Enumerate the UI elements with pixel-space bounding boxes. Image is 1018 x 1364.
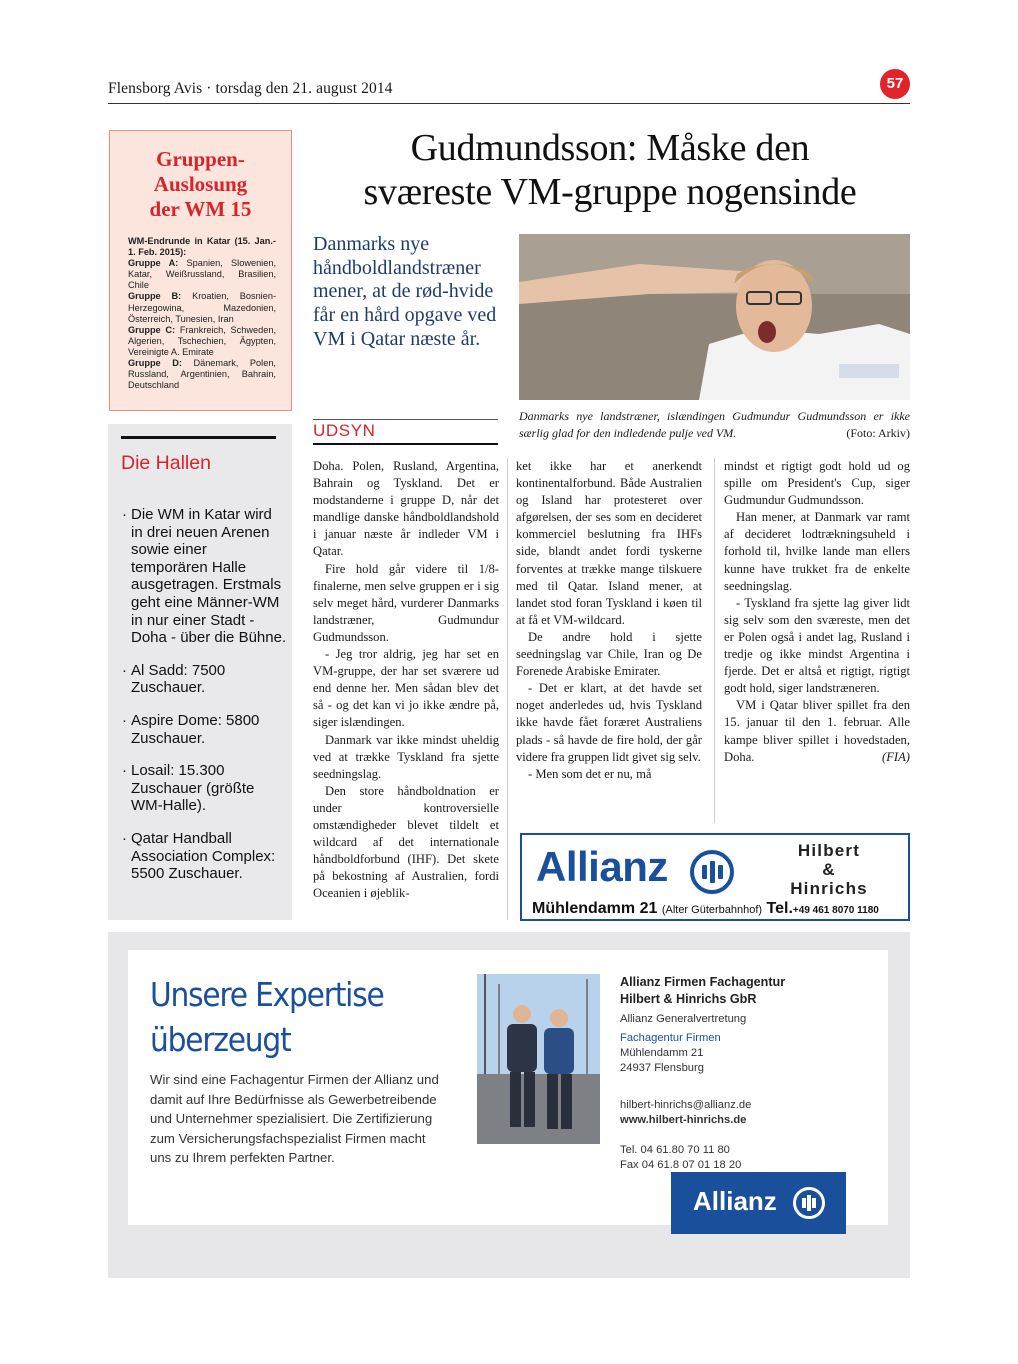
agency-generalvertretung: Allianz Generalvertretung [620,1013,747,1025]
article-column-3 [724,458,910,766]
article-paragraph: Doha. Polen, Rusland, Argentina, Bahrain og Tyskland. Det er modstanderne i gruppe D, når det mandlige danske håndboldlandshold i januar næste år indleder VM i Qatar. [313,459,499,559]
agents-photo-illustration [477,974,600,1144]
section-rule-top [313,419,498,420]
gruppe-text: Spanien, Slowenien, Katar, Weißrussland, Brasilien, Chile [128,258,276,291]
agency-fachagentur: Fachagentur Firmen [620,1032,721,1044]
headline-line: Gudmundsson: Måske den [410,127,810,169]
article-paragraph: - Det er klart, at det havde set noget anderledes ud, hvis Tyskland ikke havde fået foræret Australiens plads - så havde de fire hold, der går videre fra gruppen lidt givet sig selv. [516,681,702,764]
gruppe-label: Gruppe D: [128,358,182,369]
hallen-item: · Aspire Dome: 5800 Zuschauer. [122,712,287,747]
gruppen-title-line: Gruppen- [156,147,245,171]
gruppe-text: Dänemark, Polen, Russland, Argentinien, Bahrain, Deutschland [128,358,276,391]
allianz-small-ad[interactable] [520,833,910,921]
article-paragraph [724,697,910,765]
die-hallen-box [108,424,292,920]
gruppe-label: Gruppe A: [128,258,179,269]
article-paragraph: - Tyskland fra sjette lag giver lidt sig selv som den sværeste, men det er Polen også i andet lag, Rusland i tredje og ikke mindst Argentina i fjerde. Det er altså et rigtigt, rigtigt godt hold, siger landstræneren. [724,595,910,696]
agency-address-line [532,900,910,918]
hallen-title: Die Hallen [121,452,211,474]
gruppen-title [110,147,291,222]
article-paragraph: Fire hold går videre til 1/8-finalerne, men selve gruppen er i sig selv meget hård, vurderer Danmarks landstræner, Gudmundur Gudmundsson. [313,561,499,644]
ad-headline-line: Unsere Expertise [150,975,384,1014]
article-paragraph: Danmark var ikke mindst uheldig ved at trække Tyskland fra sjette seedningslag. [313,732,499,781]
hallen-list [122,506,287,898]
article-final-text: VM i Qatar bliver spillet fra den 15. januar til den 1. februar. Alle kampe bliver spillet i hovedstaden, Doha. [724,698,910,764]
coach-photo [519,234,910,400]
hallen-item: · Qatar Handball Association Complex: 5500 Zuschauer. [122,830,287,883]
caption-text: Danmarks nye landstræner, islændingen Gudmundur Gudmundsson er ikke særlig glad for den indledende pulje ved VM. [519,409,910,441]
gruppen-intro: WM-Endrunde in Katar (15. Jan.- 1. Feb. 2015): [128,236,276,258]
coach-photo-illustration [519,234,910,400]
agency-contact-block [620,974,880,1173]
agency-address-note: (Alter Güterbahnhof) [661,904,763,916]
agency-names [754,841,904,898]
agency-name-1: Hilbert [797,841,861,860]
agency-tel-number: +49 461 8070 1180 [792,905,879,916]
allianz-large-ad[interactable] [108,932,910,1278]
column-divider [714,458,715,823]
column-divider [507,458,508,920]
headline-line: sværeste VM-gruppe nogensinde [363,171,857,213]
gruppe-text: Kroatien, Bosnien-Herzegowina, Mazedonien, Österreich, Tunesien, Iran [128,291,277,324]
section-rule [313,443,498,445]
article-paragraph: Den store håndboldnation er under kontroversielle omstændigheder blevet tildelt et wildcard af det internationale håndboldforbund (IHF). Det skete på bekostning af Australien, fordi Oceanien i øjeblik- [313,783,499,901]
gruppe-text: Frankreich, Schweden, Algerien, Tschechien, Ägypten, Vereinigte A. Emirate [128,324,277,357]
allianz-wordmark: Allianz [536,843,668,890]
section-label: UDSYN [313,421,376,440]
caption-credit: (Foto: Arkiv) [846,426,910,441]
agency-firm-name: Allianz Firmen Fachagentur [620,975,786,989]
header-divider [108,103,910,104]
ad-headline [150,972,384,1062]
ad-headline-line: überzeugt [150,1020,291,1059]
article-headline [300,126,920,214]
author-signature: (FIA) [882,749,910,764]
gruppen-title-line: der WM 15 [149,197,252,221]
gruppe-label: Gruppe C: [128,324,176,335]
allianz-badge [671,1172,846,1234]
agency-city: 24937 Flensburg [620,1062,704,1074]
agency-firm-name: Hilbert & Hinrichs GbR [620,992,757,1006]
gruppe-entry [128,258,276,291]
agency-tel-label: Tel. [766,900,793,917]
hallen-item: · Die WM in Katar wird in drei neuen Arenen sowie einer temporären Halle ausgetragen. Erstmals geht eine Männer-WM in nur einer Stadt - Doha - über die Bühne. [122,506,287,647]
allianz-badge-wordmark: Allianz [693,1186,777,1216]
newspaper-header: Flensborg Avis · torsdag den 21. august 2014 [108,80,393,97]
gruppen-title-line: Auslosung [153,172,248,196]
article-column-1 [313,458,499,902]
agency-phone: Tel. 04 61.80 70 11 80 [620,1144,730,1156]
agency-website-link[interactable]: www.hilbert-hinrichs.de [620,1114,747,1126]
article-paragraph: mindst et rigtigt godt hold ud og spille om President's Cup, siger Gudmundur Gudmundsson. [724,459,910,508]
hallen-item: · Losail: 15.300 Zuschauer (größte WM-Halle). [122,762,287,815]
agency-fax: Fax 04 61.8 07 01 18 20 [620,1159,742,1171]
agents-photo [477,974,600,1144]
article-paragraph: ket ikke har et anerkendt kontinentalforbund. Både Australien og Island har protesteret over afgørelsen, der ses som en decideret kommerciel beslutning fra IHFs side, blandt andet fordi tyskerne forventes at trække mange tilskuere med til Qatar. Island mener, at landet stod foran Tyskland i køen til at få et VM-wildcard. [516,459,702,627]
gruppen-auslosung-box [109,130,292,411]
article-paragraph: De andre hold i sjette seedningslag var Chile, Iran og De Forenede Arabiske Emirater. [516,629,702,679]
gruppe-entry [128,291,276,324]
hallen-item: · Al Sadd: 7500 Zuschauer. [122,662,287,697]
page-number-badge: 57 [880,69,910,99]
gruppe-label: Gruppe B: [128,291,182,302]
hallen-top-rule [121,436,276,439]
allianz-badge-logo-icon [793,1187,825,1219]
agency-ampersand: & [822,860,836,879]
article-paragraph: - Men som det er nu, må [528,766,652,781]
agency-email-link[interactable]: hilbert-hinrichs@allianz.de [620,1099,752,1111]
gruppe-entry [128,325,276,358]
agency-name-2: Hinrichs [790,879,868,898]
agency-street: Mühlendamm 21 [620,1047,704,1059]
photo-caption [519,408,910,443]
allianz-logo-icon [690,850,734,894]
article-lead: Danmarks nye håndboldlandstræner mener, at de rød-hvide får en hård opgave ved VM i Qatar næste år. [313,233,497,350]
ad-body-text: Wir sind eine Fachagentur Firmen der Allianz und damit auf Ihre Bedürfnisse als Gewerbetreibende und Unternehmer spezialisiert. Die Zertifizierung zum Versicherungsfachspezialist Firmen macht uns zu Ihrem perfekten Partner. [150,1072,439,1165]
article-paragraph: - Jeg tror aldrig, jeg har set en VM-gruppe, der har set sværere ud end denne her. Men sådan blev det så - og det kan vi jo ikke ændre på, siger islændingen. [313,647,499,730]
article-column-2 [516,458,702,783]
gruppen-list [128,236,276,391]
agency-street: Mühlendamm 21 [532,900,658,917]
article-paragraph: Han mener, at Danmark var ramt af decideret lodtrækningsuheld i forhold til, hvilke lande man ellers kunne have trukket fra de enkelte seedningslag. [724,510,910,593]
gruppe-entry [128,358,276,391]
